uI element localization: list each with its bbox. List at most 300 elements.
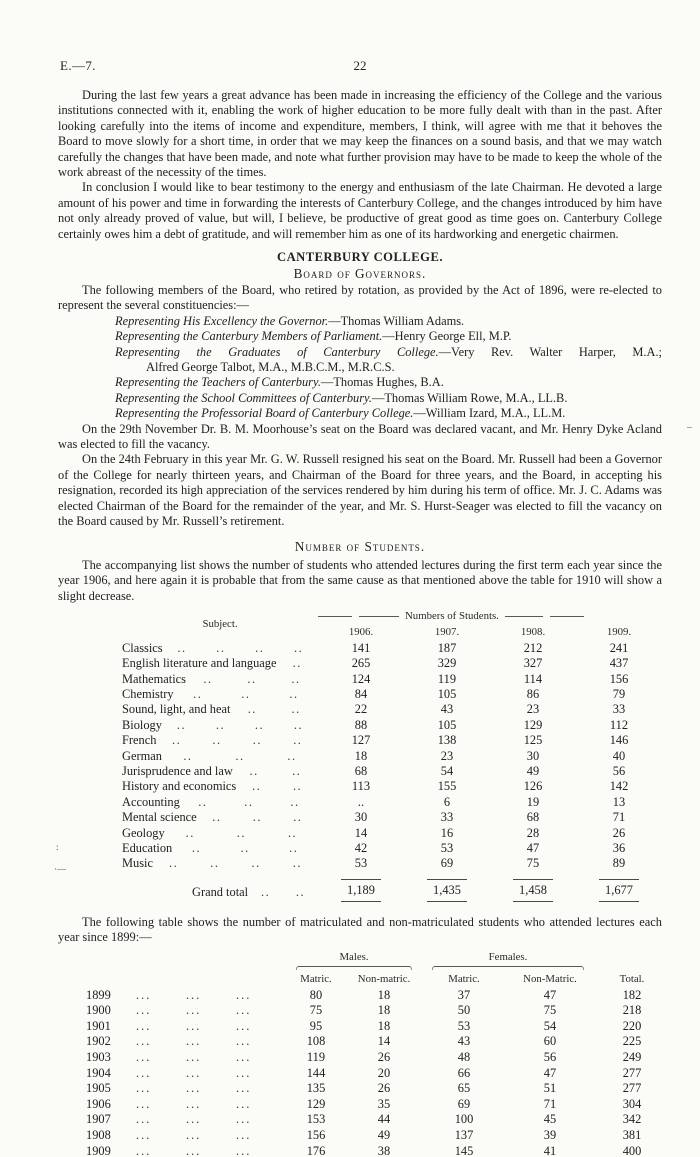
students-by-subject-table (122, 609, 662, 905)
matric-count: 153 (306, 1112, 326, 1127)
dot-leader: .. (185, 825, 195, 840)
grand-total-value: 1,189 (347, 882, 375, 897)
matric-count: 43 (457, 1034, 471, 1049)
subject-table-rows (122, 641, 662, 872)
student-count: 49 (526, 763, 540, 778)
student-count: 89 (612, 856, 626, 871)
year-row (86, 1144, 670, 1157)
subject-cell (122, 810, 318, 825)
dot-leader: .. (215, 717, 226, 732)
subject-name: English literature and language (122, 656, 277, 671)
matric-count: 381 (622, 1128, 642, 1143)
student-count: 54 (440, 763, 454, 778)
grand-total-cell (576, 876, 662, 905)
matric-count: 220 (622, 1018, 642, 1033)
matric-count: 100 (454, 1112, 474, 1127)
subject-name: Chemistry (122, 686, 174, 701)
dot-leader: .. (291, 671, 301, 686)
subject-row (122, 779, 662, 794)
dot-leader: ... (236, 1143, 252, 1157)
grand-total-value: 1,458 (519, 882, 547, 897)
subject-cell (122, 749, 318, 764)
subject-cell (122, 733, 318, 748)
subject-name: Mental science (122, 810, 197, 825)
student-count: 40 (612, 748, 626, 763)
matric-count: 75 (543, 1003, 557, 1018)
matriculated-students-table (86, 950, 670, 1157)
dot-leader: ... (236, 1018, 252, 1033)
year-rows (86, 988, 670, 1157)
dot-leader: ... (136, 987, 152, 1002)
year-row (86, 1097, 670, 1113)
dot-leader: .. (293, 733, 303, 748)
year-label: 1900 (86, 1003, 111, 1018)
grand-total-label-cell (122, 876, 318, 905)
dot-leader: ... (236, 987, 252, 1002)
dot-leader: .. (212, 733, 222, 748)
matric-count: 44 (377, 1112, 391, 1127)
matric-count: 75 (309, 1003, 323, 1018)
board-member-line (58, 375, 662, 390)
matric-count: 37 (457, 987, 471, 1002)
subject-cell (122, 702, 318, 717)
dot-leader: ... (186, 1034, 202, 1049)
header-rule (359, 616, 399, 617)
matric-count: 137 (454, 1128, 474, 1143)
year-label: 1906 (86, 1096, 111, 1111)
subject-row (122, 702, 662, 717)
dot-leader: ... (236, 1112, 252, 1127)
matric-count: 144 (306, 1065, 326, 1080)
dot-leader: ... (136, 1034, 152, 1049)
student-count: 127 (351, 733, 371, 748)
dot-leader: .. (235, 748, 245, 763)
matric-count: 18 (377, 987, 391, 1002)
matric-count: 20 (377, 1065, 391, 1080)
dot-leader: .. (193, 686, 203, 701)
matric-count: 304 (622, 1096, 642, 1111)
matric-count: 53 (457, 1018, 471, 1033)
student-count: 88 (354, 717, 368, 732)
subject-row (122, 810, 662, 825)
member-name: —Thomas William Adams. (328, 313, 465, 328)
year-row (86, 1019, 670, 1035)
column-header-spacer (86, 972, 286, 987)
student-count: 26 (612, 825, 626, 840)
student-count: 105 (437, 686, 457, 701)
dot-leader: .. (249, 763, 259, 778)
dot-leader: ... (186, 1003, 202, 1018)
student-count: 437 (609, 656, 629, 671)
group-header-spacer (86, 950, 286, 970)
member-name: —Very Rev. Walter Harper, M.A.; (438, 344, 662, 359)
dot-leader: .. (290, 794, 300, 809)
matric-count: 26 (377, 1050, 391, 1065)
student-count: 42 (354, 840, 368, 855)
student-count: 53 (440, 840, 454, 855)
matric-count: 50 (457, 1003, 471, 1018)
subject-row (122, 718, 662, 733)
student-count: 84 (354, 686, 368, 701)
student-count: 36 (612, 840, 626, 855)
dot-leader: ... (136, 1065, 152, 1080)
dot-leader: ... (186, 1128, 202, 1143)
year-label: 1909 (86, 1143, 111, 1157)
matric-count: 156 (306, 1128, 326, 1143)
matric-count: 277 (622, 1065, 642, 1080)
dot-leader: .. (260, 884, 271, 899)
year-label: 1903 (86, 1050, 111, 1065)
year-header: 1909. (606, 626, 632, 639)
student-count: 33 (440, 810, 454, 825)
dot-leader: ... (186, 987, 202, 1002)
scan-artifact: : (56, 842, 60, 852)
dot-leader: .. (292, 656, 302, 671)
dot-leader: ... (136, 1128, 152, 1143)
dot-leader: .. (252, 733, 262, 748)
board-member-line (58, 329, 662, 344)
student-count: 6 (443, 794, 451, 809)
matric-count: 225 (622, 1034, 642, 1049)
student-count: 241 (609, 640, 629, 655)
student-count: 129 (523, 717, 543, 732)
member-constituency: Representing the School Committees of Canterbury. (115, 390, 372, 405)
paragraph-reelected: The following members of the Board, who retired by rotation, as provided by the Act of 1896, were re-elected to represent the several constituencies:— (58, 282, 662, 313)
subject-name: History and economics (122, 779, 237, 794)
dot-leader: .. (191, 840, 202, 855)
year-row (86, 1003, 670, 1019)
year-header: 1906. (348, 626, 374, 639)
student-count: 113 (351, 779, 371, 794)
grand-total-row (122, 876, 662, 905)
subject-name: Geology (122, 825, 165, 840)
subject-name: Classics (122, 640, 163, 655)
total-rule-above (513, 879, 553, 880)
matric-count: 49 (377, 1128, 391, 1143)
subject-row (122, 656, 662, 671)
subject-cell (122, 764, 318, 779)
dot-leader: .. (177, 640, 187, 655)
matric-count: 56 (543, 1050, 557, 1065)
dot-leader: .. (293, 717, 304, 732)
grand-total-value: 1,435 (433, 882, 461, 897)
student-count: 329 (437, 656, 457, 671)
total-rule-below (341, 901, 381, 902)
year-label: 1904 (86, 1065, 111, 1080)
matric-count: 95 (309, 1018, 323, 1033)
student-count: 30 (526, 748, 540, 763)
paragraph-matriculated: The following table shows the number of matriculated and non-matriculated students who attended lectures each year since 1899:— (58, 915, 662, 945)
student-count: 125 (523, 733, 543, 748)
student-count: 16 (440, 825, 454, 840)
dot-leader: ... (136, 1096, 152, 1111)
student-count: 23 (440, 748, 454, 763)
member-constituency: Representing the Teachers of Canterbury. (115, 375, 321, 390)
matric-count: 108 (306, 1034, 326, 1049)
paragraph-moorhouse: On the 29th November Dr. B. M. Moorhouse’s seat on the Board was declared vacant, and Mr. Henry Dyke Acland was elected to fill the vacancy. (58, 421, 662, 451)
year-label: 1901 (86, 1018, 111, 1033)
dot-leader: ... (136, 1081, 152, 1096)
matric-count: 60 (543, 1034, 557, 1049)
dot-leader: .. (252, 810, 262, 825)
student-count: .. (357, 794, 365, 809)
board-member-line (58, 345, 662, 360)
dot-leader: .. (198, 794, 208, 809)
dot-leader: ... (136, 1050, 152, 1065)
matric-count: 145 (454, 1143, 474, 1157)
grand-total-cell (490, 876, 576, 905)
subject-row (122, 841, 662, 856)
dot-leader: ... (186, 1096, 202, 1111)
grand-total-cell (404, 876, 490, 905)
paragraph-conclusion: In conclusion I would like to bear testimony to the energy and enthusiasm of the late Chairman. He devoted a large amount of his power and time in forwarding the interests of Canterbury College, and the changes introduced by him have not only already proved of value, but will, I believe, be productive of great good as time goes on. Canterbury College certainly owes him a debt of gratitude, and will remember him as one of its hardworking and energetic chairmen. (58, 180, 662, 241)
subject-cell (122, 856, 318, 871)
student-count: 187 (437, 640, 457, 655)
member-constituency: Representing His Excellency the Governor. (115, 313, 329, 328)
scan-artifact: – (687, 422, 692, 433)
matric-count: 47 (543, 987, 557, 1002)
column-header: Matric. (300, 973, 332, 986)
dot-leader: .. (287, 825, 298, 840)
total-rule-below (513, 901, 553, 902)
dot-leader: .. (252, 779, 262, 794)
males-label: Males. (339, 950, 369, 963)
member-constituency: Representing the Graduates of Canterbury College. (115, 344, 439, 359)
total-rule-above (599, 879, 639, 880)
matric-count: 218 (622, 1003, 642, 1018)
dot-leader: ... (186, 1065, 202, 1080)
dot-leader: .. (212, 810, 222, 825)
subject-row (122, 764, 662, 779)
subject-cell (122, 841, 318, 856)
column-header: Total. (619, 973, 645, 986)
matric-count: 38 (377, 1143, 391, 1157)
student-count: 138 (437, 733, 457, 748)
subject-row (122, 749, 662, 764)
dot-leader: .. (172, 733, 182, 748)
student-count: 142 (609, 779, 629, 794)
member-name: —Thomas Hughes, B.A. (320, 375, 444, 390)
student-count: 124 (351, 671, 371, 686)
student-count: 43 (440, 702, 454, 717)
member-constituency: Representing the Canterbury Members of Parliament. (115, 329, 383, 344)
matric-count: 71 (543, 1096, 557, 1111)
dot-leader: .. (292, 856, 302, 871)
matric-count: 54 (543, 1018, 557, 1033)
matric-count: 39 (543, 1128, 557, 1143)
dot-leader: .. (176, 717, 187, 732)
subject-row (122, 733, 662, 748)
subject-name: Education (122, 840, 173, 855)
dot-leader: ... (136, 1143, 152, 1157)
year-label: 1899 (86, 987, 111, 1002)
student-count: 28 (526, 825, 540, 840)
year-row (86, 1128, 670, 1144)
matric-count: 176 (306, 1143, 326, 1157)
matric-count: 14 (377, 1034, 391, 1049)
page-number: 22 (353, 58, 367, 73)
dot-leader: .. (247, 702, 257, 717)
subject-cell (122, 641, 318, 656)
year-label: 1902 (86, 1034, 111, 1049)
dot-leader: .. (203, 671, 213, 686)
year-row (86, 988, 670, 1004)
column-header-row (86, 972, 670, 987)
year-label: 1905 (86, 1081, 111, 1096)
dot-leader: ... (136, 1003, 152, 1018)
subject-column-header: Subject. (202, 618, 238, 630)
column-header: Non-matric. (357, 973, 411, 986)
matric-count: 277 (622, 1081, 642, 1096)
matric-count: 51 (543, 1081, 557, 1096)
year-column-headers (318, 625, 662, 640)
dot-leader: .. (289, 840, 299, 855)
year-row (86, 1112, 670, 1128)
dot-leader: ... (236, 1003, 252, 1018)
board-member-line (58, 406, 662, 421)
dot-leader: .. (292, 779, 303, 794)
subject-row (122, 826, 662, 841)
paragraph-advance: During the last few years a great advance has been made in increasing the efficiency of the College and the various institutions connected with it, enabling the work of higher education to be more fully dealt with than in the past. After looking carefully into the items of income and expenditure, members, I think, will agree with me that it behoves the Board to move slowly for a short time, in order that we may keep the finances on a sound basis, and that we may watch carefully the changes that have been made, and note what further provision may have to be made to keep the whole of the work abreast of the necessity of the times. (58, 88, 662, 180)
dot-leader: ... (186, 1050, 202, 1065)
matric-count: 41 (543, 1143, 557, 1157)
subject-row (122, 641, 662, 656)
member-name: —William Izard, M.A., LL.M. (413, 406, 566, 421)
total-rule-below (599, 901, 639, 902)
scan-artifact: ·— (54, 864, 66, 874)
dot-leader: .. (236, 825, 246, 840)
matric-count: 135 (306, 1081, 326, 1096)
column-header: Matric. (448, 973, 480, 986)
dot-leader: ... (186, 1081, 202, 1096)
student-count: 56 (612, 763, 626, 778)
header-rule (318, 616, 352, 617)
dot-leader: .. (289, 686, 299, 701)
numbers-header-group (318, 609, 662, 641)
year-row (86, 1050, 670, 1066)
student-count: 126 (523, 779, 543, 794)
dot-leader: ... (236, 1034, 252, 1049)
dot-leader: ... (236, 1128, 252, 1143)
dot-leader: .. (251, 856, 261, 871)
student-count: 19 (526, 794, 540, 809)
subject-cell (122, 718, 318, 733)
student-count: 265 (351, 656, 371, 671)
numbers-of-students-label: Numbers of Students. (405, 610, 499, 622)
dot-leader: ... (236, 1065, 252, 1080)
subject-name: Jurisprudence and law (122, 763, 233, 778)
dot-leader: .. (247, 671, 257, 686)
student-count: 14 (354, 825, 368, 840)
matric-count: 48 (457, 1050, 471, 1065)
females-brace-rule (432, 966, 584, 970)
student-count: 155 (437, 779, 457, 794)
student-count: 114 (523, 671, 543, 686)
student-count: 112 (609, 717, 629, 732)
student-count: 79 (612, 686, 626, 701)
year-label: 1908 (86, 1128, 111, 1143)
females-group-header (422, 950, 594, 970)
subject-name: Music (122, 856, 153, 871)
paragraph-russell: On the 24th February in this year Mr. G. W. Russell resigned his seat on the Board. Mr. Russell had been a Governor of the College for nearly thirteen years, and Chairman of the Board for three years, and the Board, in accepting his resignation, recorded its high appreciation of the services rendered by him during his term of office. Mr. J. C. Adams was elected Chairman of the Board for the remainder of the year, and Mr. S. Hurst-Seager was elected to fill the vacancy on the Board caused by Mr. Russell’s retirement. (58, 452, 662, 528)
heading-canterbury-college: CANTERBURY COLLEGE. (276, 250, 444, 265)
matric-count: 47 (543, 1065, 557, 1080)
student-count: 68 (526, 810, 540, 825)
grand-total-cell (318, 876, 404, 905)
total-rule-above (427, 879, 467, 880)
females-label: Females. (488, 950, 528, 963)
subject-name: Mathematics (122, 671, 186, 686)
dot-leader: .. (287, 748, 297, 763)
year-header: 1908. (520, 626, 546, 639)
subject-name: Accounting (122, 794, 180, 809)
student-count: 327 (523, 656, 543, 671)
dot-leader: .. (240, 840, 250, 855)
student-count: 212 (523, 640, 543, 655)
dot-leader: .. (291, 702, 301, 717)
grand-total-label: Grand total (192, 884, 249, 899)
dot-leader: ... (186, 1143, 202, 1157)
student-count: 13 (612, 794, 626, 809)
student-count: 86 (526, 686, 540, 701)
student-count: 30 (354, 810, 368, 825)
page-header (58, 58, 662, 76)
dot-leader: .. (254, 717, 265, 732)
student-count: 75 (526, 856, 540, 871)
dot-leader: .. (244, 794, 254, 809)
subject-row (122, 856, 662, 871)
dot-leader: .. (216, 640, 226, 655)
dot-leader: ... (186, 1112, 202, 1127)
student-count: 146 (609, 733, 629, 748)
student-count: 119 (437, 671, 457, 686)
student-count: 18 (354, 748, 368, 763)
student-count: 69 (440, 856, 454, 871)
matric-count: 45 (543, 1112, 557, 1127)
matric-count: 69 (457, 1096, 471, 1111)
dot-leader: ... (236, 1081, 252, 1096)
dot-leader: .. (292, 763, 302, 778)
matric-count: 400 (622, 1143, 642, 1157)
males-group-header (286, 950, 422, 970)
subject-name: Biology (122, 717, 162, 732)
subject-name: French (122, 733, 157, 748)
student-count: 47 (526, 840, 540, 855)
subject-cell (122, 779, 318, 794)
dot-leader: ... (236, 1096, 252, 1111)
student-count: 33 (612, 702, 626, 717)
dot-leader: .. (295, 884, 306, 899)
year-row (86, 1081, 670, 1097)
member-name: —Thomas William Rowe, M.A., LL.B. (371, 390, 568, 405)
year-row (86, 1066, 670, 1082)
student-count: 68 (354, 763, 368, 778)
numbers-of-students-header (318, 609, 662, 624)
matric-count: 80 (309, 987, 323, 1002)
year-row (86, 1034, 670, 1050)
matric-count: 65 (457, 1081, 471, 1096)
matric-count: 249 (622, 1050, 642, 1065)
dot-leader: .. (183, 748, 193, 763)
subject-row (122, 795, 662, 810)
dot-leader: .. (241, 686, 251, 701)
board-member-line (58, 314, 662, 329)
document-reference: E.—7. (60, 58, 96, 73)
board-members-list (58, 314, 662, 422)
matric-count: 129 (306, 1096, 326, 1111)
subject-row (122, 672, 662, 687)
dot-leader: .. (169, 856, 179, 871)
